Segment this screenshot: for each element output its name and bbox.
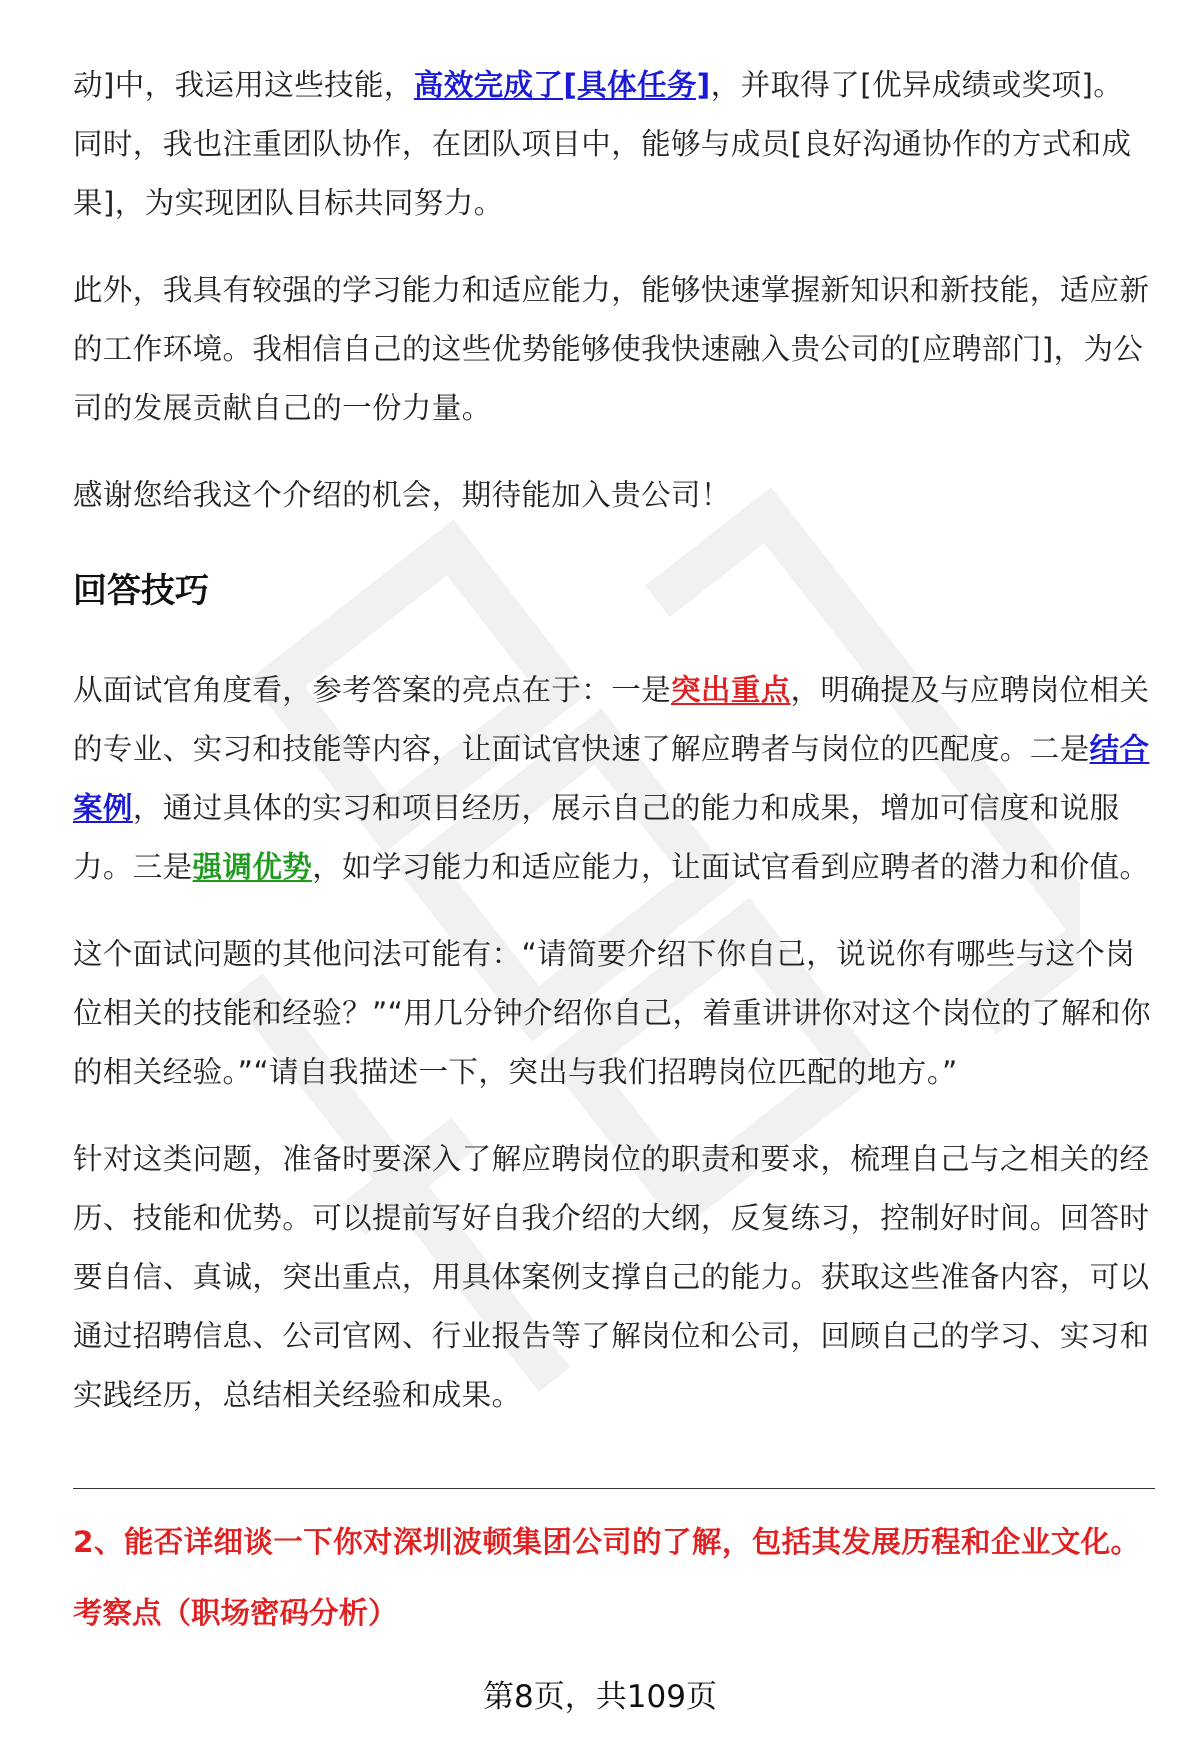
next-question-subheading: 考察点（职场密码分析） — [73, 1596, 398, 1630]
intro-paragraph-3: 感谢您给我这个介绍的机会，期待能加入贵公司！ — [73, 478, 731, 512]
next-question-title: 2、能否详细谈一下你对深圳波顿集团公司的了解，包括其发展历程和企业文化。 — [73, 1525, 1141, 1559]
preparation-paragraph: 针对这类问题，准备时要深入了解应聘岗位的职责和要求，梳理自己与之相关的经历、技能和优势。可以提前写好自我介绍的大纲，反复练习，控制好时间。回答时要自信、真诚，突出重点，用具体案例支撑自己的能力。获取这些准备内容，可以通过招聘信息、公司官网、行业报告等了解岗位和公司，回顾自己的学习、实习和实践经历，总结相关经验和成果。 — [73, 1142, 1150, 1412]
tips-part-3: ，通过具体的实习和项目经历，展示自己的能力和成果，增加可信度和说服力。三是 — [73, 791, 1120, 884]
section-heading-answer-tips: 回答技巧 — [73, 571, 209, 611]
main-content — [73, 56, 1153, 1453]
tips-paragraph — [73, 661, 1153, 897]
alternative-questions-paragraph: 这个面试问题的其他问法可能有：“请简要介绍下你自己，说说你有哪些与这个岗位相关的技能和经验？”“用几分钟介绍你自己，着重讲讲你对这个岗位的了解和你的相关经验。”“请自我描述一下，突出与我们招聘岗位匹配的地方。” — [73, 937, 1151, 1089]
intro-paragraph-1 — [73, 56, 1153, 233]
intro-paragraph-2: 此外，我具有较强的学习能力和适应能力，能够快速掌握新知识和新技能，适应新的工作环境。我相信自己的这些优势能够使我快速融入贵公司的[应聘部门]，为公司的发展贡献自己的一份力量。 — [73, 273, 1150, 425]
tips-part-2: ，明确提及与应聘岗位相关的专业、实习和技能等内容，让面试官快速了解应聘者与岗位的匹配度。二是 — [73, 673, 1150, 766]
tips-part-4: ，如学习能力和适应能力，让面试官看到应聘者的潜力和价值。 — [312, 850, 1150, 884]
highlight-complete-task: 高效完成了[具体任务] — [413, 68, 711, 102]
intro-p1-after: ，并取得了[优异成绩或奖项]。同时，我也注重团队协作，在团队项目中，能够与成员[良好沟通协作的方式和成果]，为实现团队目标共同努力。 — [73, 68, 1132, 220]
highlight-emphasize-strengths: 强调优势 — [192, 850, 313, 884]
page-number-footer: 第8页，共109页 — [483, 1679, 717, 1715]
highlight-combine-cases: 结合案例 — [73, 732, 1150, 825]
section-divider — [73, 1488, 1155, 1489]
intro-p1-before: 动]中，我运用这些技能， — [73, 68, 414, 102]
highlight-focus-key-points: 突出重点 — [671, 673, 791, 707]
tips-part-1: 从面试官角度看，参考答案的亮点在于：一是 — [73, 673, 672, 707]
